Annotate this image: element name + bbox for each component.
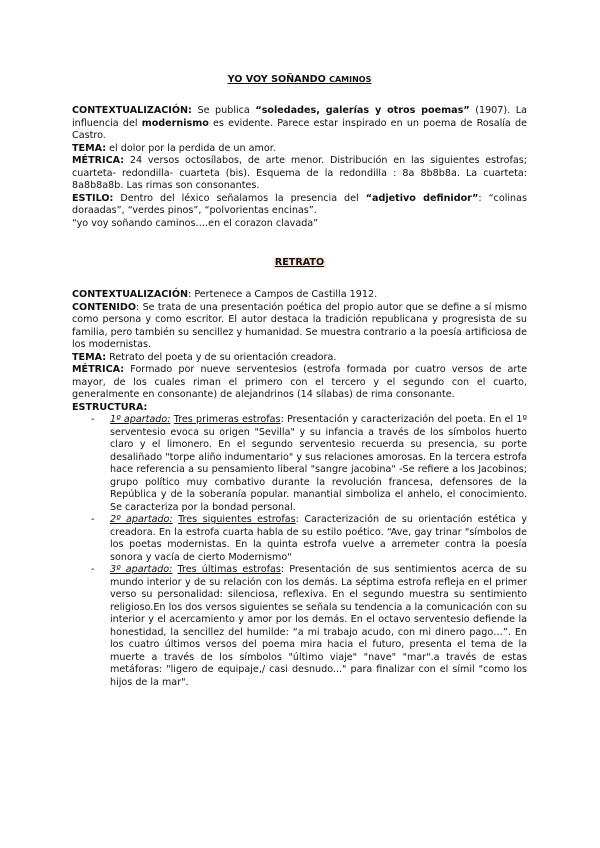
- structure-list: [72, 414, 527, 689]
- section2-contenido: CONTENIDO: Se trata de una presentación poética del propio autor que se define a sí mismo como persona y como escritor. El autor destaca la tradición republicana y progresista de su familia, pero también su sencillez y humanidad. Se muestra contrario a la poesía artificiosa de los modernistas.: [72, 301, 527, 350]
- item-text: : Presentación y caracterización del poeta. En el 1º serventesio evoca su origen "Sevilla" y su infancia a través de los símbolos huerto claro y el limonero. En el segundo serventesio recuerda su presencia, su porte desaliñado "torpe aliño indumentario" y sus relaciones amorosas. En la tercera estrofa hace referencia a su pensamiento liberal "sangre jacobina" -Se refiere a los Jacobinos; grupo político muy combativo durante la revolución francesa, defensores de la República y de la soberanía popular. manantial simboliza el anhelo, el conocimiento. Se caracteriza por la bondad personal.: [110, 414, 527, 513]
- section1-quote: “yo voy soñando caminos….en el corazon clavada”: [72, 217, 319, 229]
- section1-contexto: CONTEXTUALIZACIÓN: Se publica “soledades, galerías y otros poemas” (1907). La influencia del modernismo es evidente. Parece estar inspirado en un poema de Rosalía de Castro.: [72, 105, 527, 141]
- item-subheading: Tres últimas estrofas: [177, 564, 281, 575]
- item-heading: 1º apartado:: [110, 414, 171, 425]
- section2-tema: TEMA: Retrato del poeta y de su orientación creadora.: [72, 351, 337, 363]
- item-text: : Caracterización de su orientación estética y creadora. En la estrofa cuarta habla de su estilo poético. “Ave, gay trinar "símbolos de los poetas modernistas. En la quinta estrofa vuelve a arremeter contra la poesía sonora y vacía de cierto Modernismo": [110, 514, 527, 563]
- section1-metrica: MÉTRICA: 24 versos octosílabos, de arte menor. Distribución en las siguientes estrofas; cuarteta- redondilla- cuarteta (bis). Esquema de la redondilla : 8a 8b8b8a. La cuarteta: 8a8b8a8b. Las rimas son consonantes.: [72, 155, 528, 191]
- list-item: - 2º apartado: Tres siguientes estrofas: Caracterización de su orientación estética y creadora. En la estrofa cuarta habla de su estilo poético. “Ave, gay trinar "símbolos de los poetas modernistas. En la quinta estrofa vuelve a arremeter contra la poesía sonora y vacía de cierto Modernismo": [91, 514, 527, 563]
- item-heading: 3º apartado:: [110, 564, 173, 575]
- section2-contexto: CONTEXTUALIZACIÓN: Pertenece a Campos de Castilla 1912.: [72, 289, 378, 300]
- item-subheading: Tres primeras estrofas: [173, 414, 281, 425]
- item-text: : Presentación de sus sentimientos acerca de su mundo interior y de su relación con los demás. La séptima estrofa refleja en el primer verso su personalidad: silenciosa, reflexiva. En el segundo muestra su sentimiento religioso.En los dos versos siguientes se señala su tendencia a la comunicación con su interior y el acercamiento y amor por los demás. En el octavo serventesio defiende la honestidad, la sencillez del humilde: “a mi trabajo acudo, con mi dinero pago…”. En los cuatro últimos versos del poema mira hacia el futuro, presenta el tema de la muerte a través de los símbolos "último viaje" "nave" "mar".a través de estas metáforas: "ligero de equipaje,/ casi desnudo..." para finalizar con el símil "como los hijos de la mar".: [110, 564, 527, 688]
- section2-title: RETRATO: [274, 257, 325, 268]
- section1-tema: TEMA: el dolor por la perdida de un amor.: [72, 142, 276, 154]
- list-item: - 1º apartado: Tres primeras estrofas: Presentación y caracterización del poeta. En el 1º serventesio evoca su origen "Sevilla" y su infancia a través de los símbolos huerto claro y el limonero. En el segundo serventesio recuerda su presencia, su porte desaliñado "torpe aliño indumentario" y sus relaciones amorosas. En la tercera estrofa hace referencia a su pensamiento liberal "sangre jacobina" -Se refiere a los Jacobinos; grupo político muy combativo durante la revolución francesa, defensores de la República y de la soberanía popular. manantial simboliza el anhelo, el conocimiento. Se caracteriza por la bondad personal.: [91, 414, 527, 513]
- section2-estructura-label: ESTRUCTURA:: [72, 401, 148, 413]
- list-item: - 3º apartado: Tres últimas estrofas: Presentación de sus sentimientos acerca de su mundo interior y de su relación con los demás. La séptima estrofa refleja en el primer verso su personalidad: silenciosa, reflexiva. En el segundo muestra su sentimiento religioso.En los dos versos siguientes se señala su tendencia a la comunicación con su interior y el acercamiento y amor por los demás. En el octavo serventesio defiende la honestidad, la sencillez del humilde: “a mi trabajo acudo, con mi dinero pago…”. En los cuatro últimos versos del poema mira hacia el futuro, presenta el tema de la muerte a través de los símbolos "último viaje" "nave" "mar".a través de estas metáforas: "ligero de equipaje,/ casi desnudo..." para finalizar con el símil "como los hijos de la mar".: [91, 564, 527, 688]
- document-content: [72, 73, 527, 689]
- section1-title: [72, 73, 527, 86]
- section1-title-small: CAMINOS: [329, 75, 372, 84]
- section2-metrica: MÉTRICA: Formado por nueve serventesios (estrofa formada por cuatro versos de arte mayor, de los cuales riman el primero con el tercero y el segundo con el cuarto, generalmente en consonante) de alejandrinos (14 sílabas) de rima consonante.: [72, 364, 527, 400]
- item-heading: 2º apartado:: [110, 514, 173, 525]
- item-subheading: Tres siguientes estrofas: [178, 514, 296, 525]
- section1-title-main: YO VOY SOÑANDO: [227, 74, 326, 85]
- section1-estilo: ESTILO: Dentro del léxico señalamos la presencia del “adjetivo definidor”: “colinas doraadas”, “verdes pinos”, “polvorientas encinas”.: [72, 192, 527, 216]
